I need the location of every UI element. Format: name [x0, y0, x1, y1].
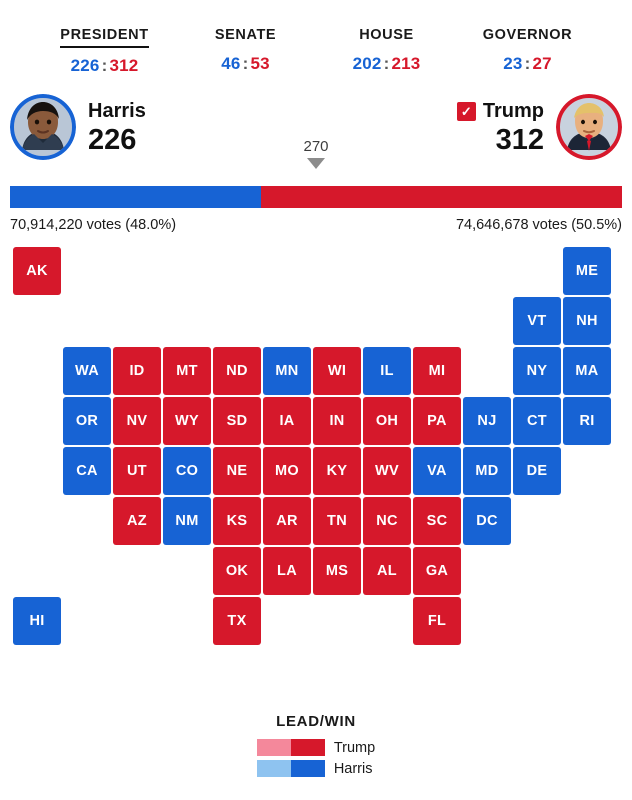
- tab-governor-label: GOVERNOR: [482, 27, 573, 43]
- state-cell-oh[interactable]: [363, 397, 411, 445]
- state-cell-co[interactable]: [163, 447, 211, 495]
- state-label: ND: [226, 363, 248, 379]
- avatar-harris: [10, 94, 76, 160]
- state-label: MA: [575, 363, 599, 379]
- tab-governor-rep-count: 27: [532, 54, 552, 73]
- state-label: TX: [227, 613, 247, 629]
- state-cell-in[interactable]: [313, 397, 361, 445]
- tab-house-counts: [316, 54, 457, 74]
- state-cell-ok[interactable]: [213, 547, 261, 595]
- state-label: OK: [225, 563, 249, 579]
- candidate-trump-name: Trump: [482, 100, 544, 122]
- state-cell-nj[interactable]: [463, 397, 511, 445]
- state-cell-il[interactable]: [363, 347, 411, 395]
- count-separator: :: [383, 54, 390, 73]
- state-cell-sd[interactable]: [213, 397, 261, 445]
- tab-senate[interactable]: [175, 26, 316, 76]
- state-label: CA: [76, 463, 98, 479]
- state-label: NC: [376, 513, 398, 529]
- state-label: RI: [579, 413, 595, 429]
- legend-swatch-harris-lead: [257, 760, 291, 777]
- candidate-row: [0, 94, 632, 186]
- candidate-harris-name-row: [88, 100, 146, 123]
- state-label: SD: [226, 413, 248, 429]
- tab-house-label: HOUSE: [359, 27, 414, 43]
- state-label: IN: [329, 413, 345, 429]
- state-cell-dc[interactable]: [463, 497, 511, 545]
- state-cell-la[interactable]: [263, 547, 311, 595]
- legend-swatch-harris-win: [291, 760, 325, 777]
- state-label: MN: [275, 363, 299, 379]
- count-separator: :: [242, 54, 249, 73]
- popular-vote-trump: 74,646,678 votes (50.5%): [455, 217, 622, 233]
- state-label: TN: [327, 513, 347, 529]
- state-cell-ma[interactable]: [563, 347, 611, 395]
- popular-vote-row: [10, 217, 622, 233]
- tab-governor-dem-count: 23: [503, 54, 523, 73]
- state-cell-nv[interactable]: [113, 397, 161, 445]
- state-cell-hi[interactable]: [13, 597, 61, 645]
- state-cell-md[interactable]: [463, 447, 511, 495]
- state-cell-vt[interactable]: [513, 297, 561, 345]
- legend-row-harris: [257, 760, 375, 777]
- state-label: UT: [127, 463, 147, 479]
- tab-president-label: PRESIDENT: [60, 27, 148, 48]
- state-cell-id[interactable]: [113, 347, 161, 395]
- tab-governor[interactable]: [457, 26, 598, 76]
- state-label: VT: [527, 313, 547, 329]
- tab-house-rep-count: 213: [391, 54, 421, 73]
- state-label: SC: [426, 513, 448, 529]
- state-label: MS: [325, 563, 349, 579]
- state-label: MO: [275, 463, 299, 479]
- winner-check-icon: ✓: [457, 102, 476, 121]
- legend-swatch-trump-win: [291, 739, 325, 756]
- tab-president-dem-count: 226: [70, 56, 100, 75]
- state-label: HI: [29, 613, 45, 629]
- legend-title: LEAD/WIN: [276, 713, 356, 730]
- candidate-harris-name: Harris: [88, 100, 146, 122]
- state-cell-nm[interactable]: [163, 497, 211, 545]
- state-label: NV: [126, 413, 148, 429]
- state-cell-ct[interactable]: [513, 397, 561, 445]
- state-cell-wv[interactable]: [363, 447, 411, 495]
- state-cell-va[interactable]: [413, 447, 461, 495]
- tab-senate-counts: [175, 54, 316, 74]
- state-cell-mn[interactable]: [263, 347, 311, 395]
- threshold-arrow-icon: [307, 158, 325, 169]
- state-cell-ia[interactable]: [263, 397, 311, 445]
- state-cell-nd[interactable]: [213, 347, 261, 395]
- state-label: OR: [75, 413, 99, 429]
- state-cell-me[interactable]: [563, 247, 611, 295]
- tab-senate-label: SENATE: [214, 27, 277, 43]
- candidate-harris-text: [76, 94, 158, 155]
- state-cell-ny[interactable]: [513, 347, 561, 395]
- avatar-ring: [556, 94, 622, 160]
- state-cell-pa[interactable]: [413, 397, 461, 445]
- state-cell-ca[interactable]: [63, 447, 111, 495]
- state-cell-or[interactable]: [63, 397, 111, 445]
- tab-senate-rep-count: 53: [250, 54, 270, 73]
- state-label: KS: [226, 513, 248, 529]
- bar-segment-trump: [261, 186, 622, 208]
- state-cell-wi[interactable]: [313, 347, 361, 395]
- tab-governor-counts: [457, 54, 598, 74]
- legend-swatch-trump-lead: [257, 739, 291, 756]
- state-cell-ne[interactable]: [213, 447, 261, 495]
- candidate-trump: [445, 94, 622, 160]
- avatar-trump: [556, 94, 622, 160]
- legend-label-trump: Trump: [333, 739, 376, 756]
- state-label: GA: [425, 563, 449, 579]
- state-cell-ut[interactable]: [113, 447, 161, 495]
- state-cell-ky[interactable]: [313, 447, 361, 495]
- state-cell-fl[interactable]: [413, 597, 461, 645]
- state-label: DE: [526, 463, 548, 479]
- avatar-ring: [10, 94, 76, 160]
- state-label: NJ: [477, 413, 497, 429]
- state-cell-ak[interactable]: [13, 247, 61, 295]
- state-label: AR: [276, 513, 298, 529]
- state-label: MD: [475, 463, 499, 479]
- tab-president-rep-count: 312: [109, 56, 139, 75]
- state-label: NY: [526, 363, 548, 379]
- state-label: KY: [326, 463, 348, 479]
- tab-president[interactable]: [34, 26, 175, 76]
- state-cell-wa[interactable]: [63, 347, 111, 395]
- state-cell-ar[interactable]: [263, 497, 311, 545]
- legend-rows: [257, 739, 375, 781]
- count-separator: :: [101, 56, 108, 75]
- state-cartogram: [0, 247, 632, 657]
- state-label: WI: [327, 363, 347, 379]
- tab-president-counts: [34, 56, 175, 76]
- state-label: WV: [375, 463, 399, 479]
- state-label: PA: [427, 413, 447, 429]
- state-label: ID: [129, 363, 145, 379]
- state-label: NM: [175, 513, 199, 529]
- state-label: AL: [377, 563, 397, 579]
- state-cell-tx[interactable]: [213, 597, 261, 645]
- state-label: MT: [176, 363, 198, 379]
- state-label: IL: [380, 363, 394, 379]
- tab-house-dem-count: 202: [352, 54, 382, 73]
- state-label: AK: [26, 263, 48, 279]
- state-cell-ga[interactable]: [413, 547, 461, 595]
- race-tabs: [0, 0, 632, 76]
- state-cell-sc[interactable]: [413, 497, 461, 545]
- state-cell-mt[interactable]: [163, 347, 211, 395]
- threshold-label: 270: [303, 138, 329, 155]
- state-label: WA: [75, 363, 99, 379]
- popular-vote-harris: 70,914,220 votes (48.0%): [10, 217, 177, 233]
- electoral-vote-bar: [10, 186, 622, 208]
- state-cell-nh[interactable]: [563, 297, 611, 345]
- candidate-harris: [10, 94, 158, 160]
- state-label: LA: [277, 563, 297, 579]
- legend-label-harris: Harris: [333, 760, 373, 777]
- state-cell-ks[interactable]: [213, 497, 261, 545]
- state-label: DC: [476, 513, 498, 529]
- state-cell-al[interactable]: [363, 547, 411, 595]
- state-label: CO: [175, 463, 199, 479]
- state-label: OH: [375, 413, 399, 429]
- state-label: NH: [576, 313, 598, 329]
- state-cell-de[interactable]: [513, 447, 561, 495]
- state-label: IA: [279, 413, 295, 429]
- state-cell-mo[interactable]: [263, 447, 311, 495]
- state-label: WY: [175, 413, 199, 429]
- state-cell-wy[interactable]: [163, 397, 211, 445]
- legend-row-trump: [257, 739, 375, 756]
- candidate-trump-name-row: [457, 100, 544, 123]
- bar-segment-harris: [10, 186, 261, 208]
- state-cell-ri[interactable]: [563, 397, 611, 445]
- count-separator: :: [524, 54, 531, 73]
- state-label: VA: [427, 463, 447, 479]
- map-legend: [0, 713, 632, 782]
- state-label: ME: [575, 263, 599, 279]
- tab-house[interactable]: [316, 26, 457, 76]
- candidate-harris-electoral-votes: 226: [88, 124, 137, 156]
- candidate-trump-electoral-votes: 312: [495, 124, 544, 156]
- state-cell-nc[interactable]: [363, 497, 411, 545]
- state-cell-tn[interactable]: [313, 497, 361, 545]
- state-cell-mi[interactable]: [413, 347, 461, 395]
- candidate-trump-text: [445, 94, 556, 155]
- state-label: MI: [428, 363, 446, 379]
- state-cell-ms[interactable]: [313, 547, 361, 595]
- state-label: AZ: [127, 513, 147, 529]
- state-label: FL: [427, 613, 447, 629]
- state-cell-az[interactable]: [113, 497, 161, 545]
- tab-senate-dem-count: 46: [221, 54, 241, 73]
- state-label: CT: [527, 413, 547, 429]
- state-label: NE: [226, 463, 248, 479]
